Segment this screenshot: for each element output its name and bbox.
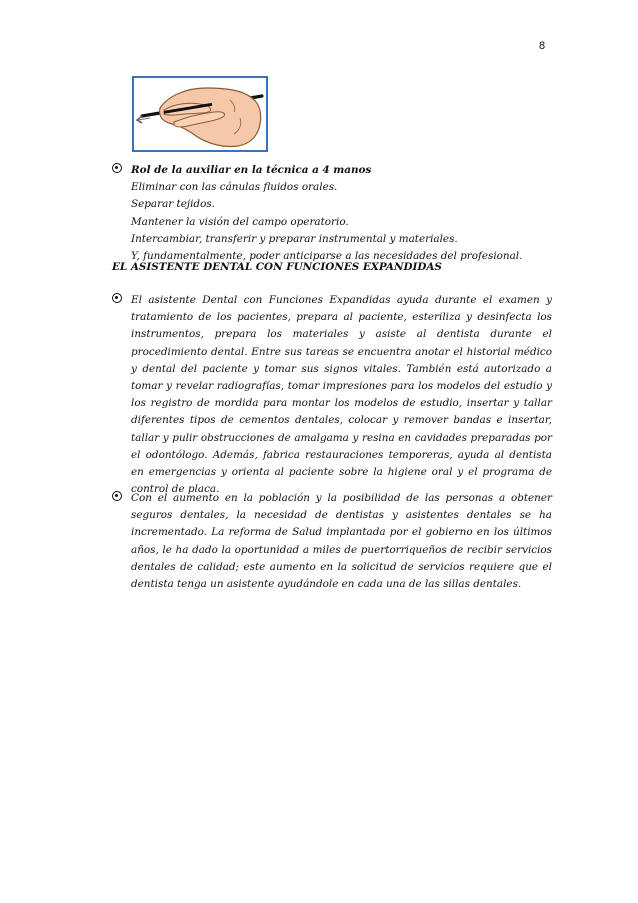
role-item: Eliminar con las cánulas fluidos orales. [131, 181, 338, 194]
role-item: Mantener la visión del campo operatorio. [131, 215, 349, 228]
page-number: 8 [539, 40, 546, 52]
expanded-functions-paragraph: El asistente Dental con Funciones Expandidas ayuda durante el examen y tratamiento de los pacientes, prepara al paciente, esteriliza y desinfecta los instrumentos, prepara los materiales y asiste al dentista durante el procedimiento dental. Entre sus tareas se encuentra anotar el historial médico y dental del paciente y tomar sus signos vitales. También está autorizado a tomar y revelar radiografías, tomar impresiones para los modelos del estudio y los registro de mordida para montar los modelos de estudio, insertar y tallar diferentes tipos de cementos dentales, colocar y remover bandas e insertar, tallar y pulir obstrucciones de amalgama y resina en cavidades preparadas por el odontólogo. Además, fabrica restauraciones temporeras, ayuda al dentista en emergencias y orienta al paciente sobre la higiene oral y el programa de control de placa. [131, 294, 552, 496]
bullet-icon [112, 491, 122, 501]
role-title: Rol de la auxiliar en la técnica a 4 manos [131, 164, 372, 176]
demand-bullet [112, 490, 552, 593]
role-bullet [112, 162, 552, 265]
section-heading: EL ASISTENTE DENTAL CON FUNCIONES EXPANDIDAS [112, 261, 442, 273]
bullet-icon [112, 163, 122, 173]
role-item: Intercambiar, transferir y preparar instrumental y materiales. [131, 232, 458, 245]
role-item: Separar tejidos. [131, 198, 215, 211]
role-item: Y, fundamentalmente, poder anticiparse a las necesidades del profesional. [131, 250, 523, 263]
hand-holding-instrument-icon [134, 78, 266, 150]
demand-paragraph: Con el aumento en la población y la posibilidad de las personas a obtener seguros dentales, la necesidad de dentistas y asistentes dentales se ha incrementado. La reforma de Salud implantada por el gobierno en los últimos años, le ha dado la oportunidad a miles de puertorriqueños de recibir servicios dentales de calidad; este aumento en la solicitud de servicios requiere que el dentista tenga un asistente ayudándole en cada una de las sillas dentales. [131, 492, 552, 591]
expanded-functions-bullet [112, 292, 552, 498]
bullet-icon [112, 293, 122, 303]
dental-instrument-figure [132, 76, 268, 152]
